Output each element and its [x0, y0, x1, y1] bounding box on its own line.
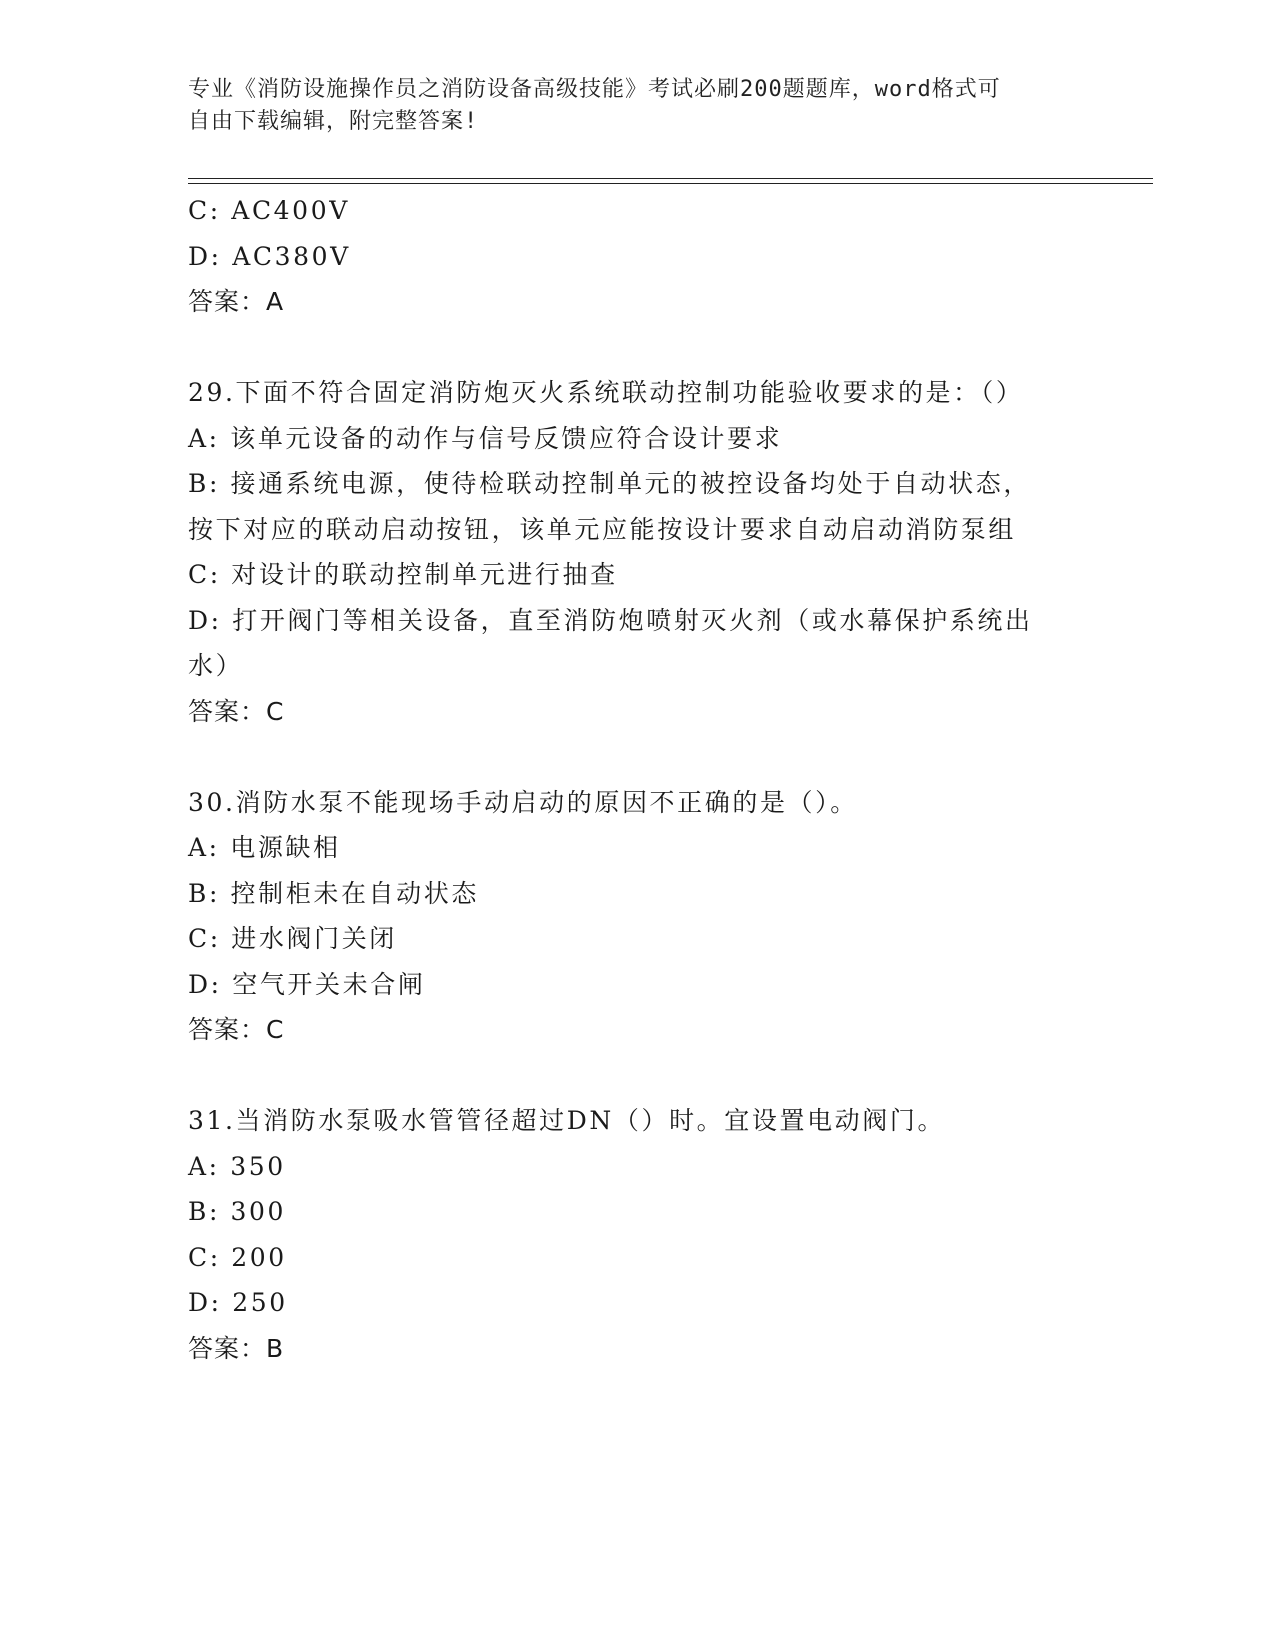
option-b: B: 300 — [188, 1197, 287, 1226]
page-header — [188, 74, 1068, 138]
header-divider-top — [188, 178, 1153, 179]
option-c: C: 200 — [188, 1242, 287, 1272]
option-a: A: 350 — [188, 1151, 286, 1181]
spacer — [188, 325, 1088, 371]
question-28-tail — [188, 188, 1088, 325]
header-line-2: 自由下载编辑，附完整答案! — [188, 109, 479, 134]
answer: 答案：C — [188, 696, 285, 726]
option-d-line-2: 水） — [188, 651, 244, 680]
option-d-line-1: D: 打开阀门等相关设备，直至消防炮喷射灭火剂（或水幕保护系统出 — [188, 605, 1033, 635]
question-29 — [188, 370, 1088, 734]
option-b-line-2: 按下对应的联动启动按钮，该单元应能按设计要求自动启动消防泵组 — [188, 514, 1017, 544]
option-b: B: 控制柜未在自动状态 — [188, 878, 479, 908]
answer: 答案：C — [188, 1015, 285, 1044]
question-stem: 30.消防水泵不能现场手动启动的原因不正确的是（）。 — [188, 787, 858, 817]
answer: 答案：A — [188, 287, 285, 316]
option-c: C: AC400V — [188, 196, 350, 225]
option-a: A: 该单元设备的动作与信号反馈应符合设计要求 — [188, 423, 783, 453]
spacer — [188, 734, 1088, 780]
option-a: A: 电源缺相 — [188, 833, 341, 862]
header-line-1: 专业《消防设施操作员之消防设备高级技能》考试必刷200题题库，word格式可 — [188, 77, 1001, 102]
question-list — [188, 188, 1088, 1371]
option-d: D: 250 — [188, 1288, 288, 1317]
answer: 答案：B — [188, 1333, 285, 1363]
option-b-line-1: B: 接通系统电源，使待检联动控制单元的被控设备均处于自动状态， — [188, 469, 1031, 498]
question-31 — [188, 1098, 1088, 1371]
option-d: D: 空气开关未合闸 — [188, 969, 426, 999]
question-stem: 31.当消防水泵吸水管管径超过DN（）时。宜设置电动阀门。 — [188, 1106, 946, 1135]
option-d: D: AC380V — [188, 241, 351, 271]
spacer — [188, 1053, 1088, 1099]
option-c: C: 进水阀门关闭 — [188, 924, 397, 953]
question-stem: 29.下面不符合固定消防炮灭火系统联动控制功能验收要求的是：（） — [188, 378, 1024, 407]
header-divider-bottom — [188, 183, 1153, 184]
option-c: C: 对设计的联动控制单元进行抽查 — [188, 560, 618, 589]
question-30 — [188, 780, 1088, 1053]
